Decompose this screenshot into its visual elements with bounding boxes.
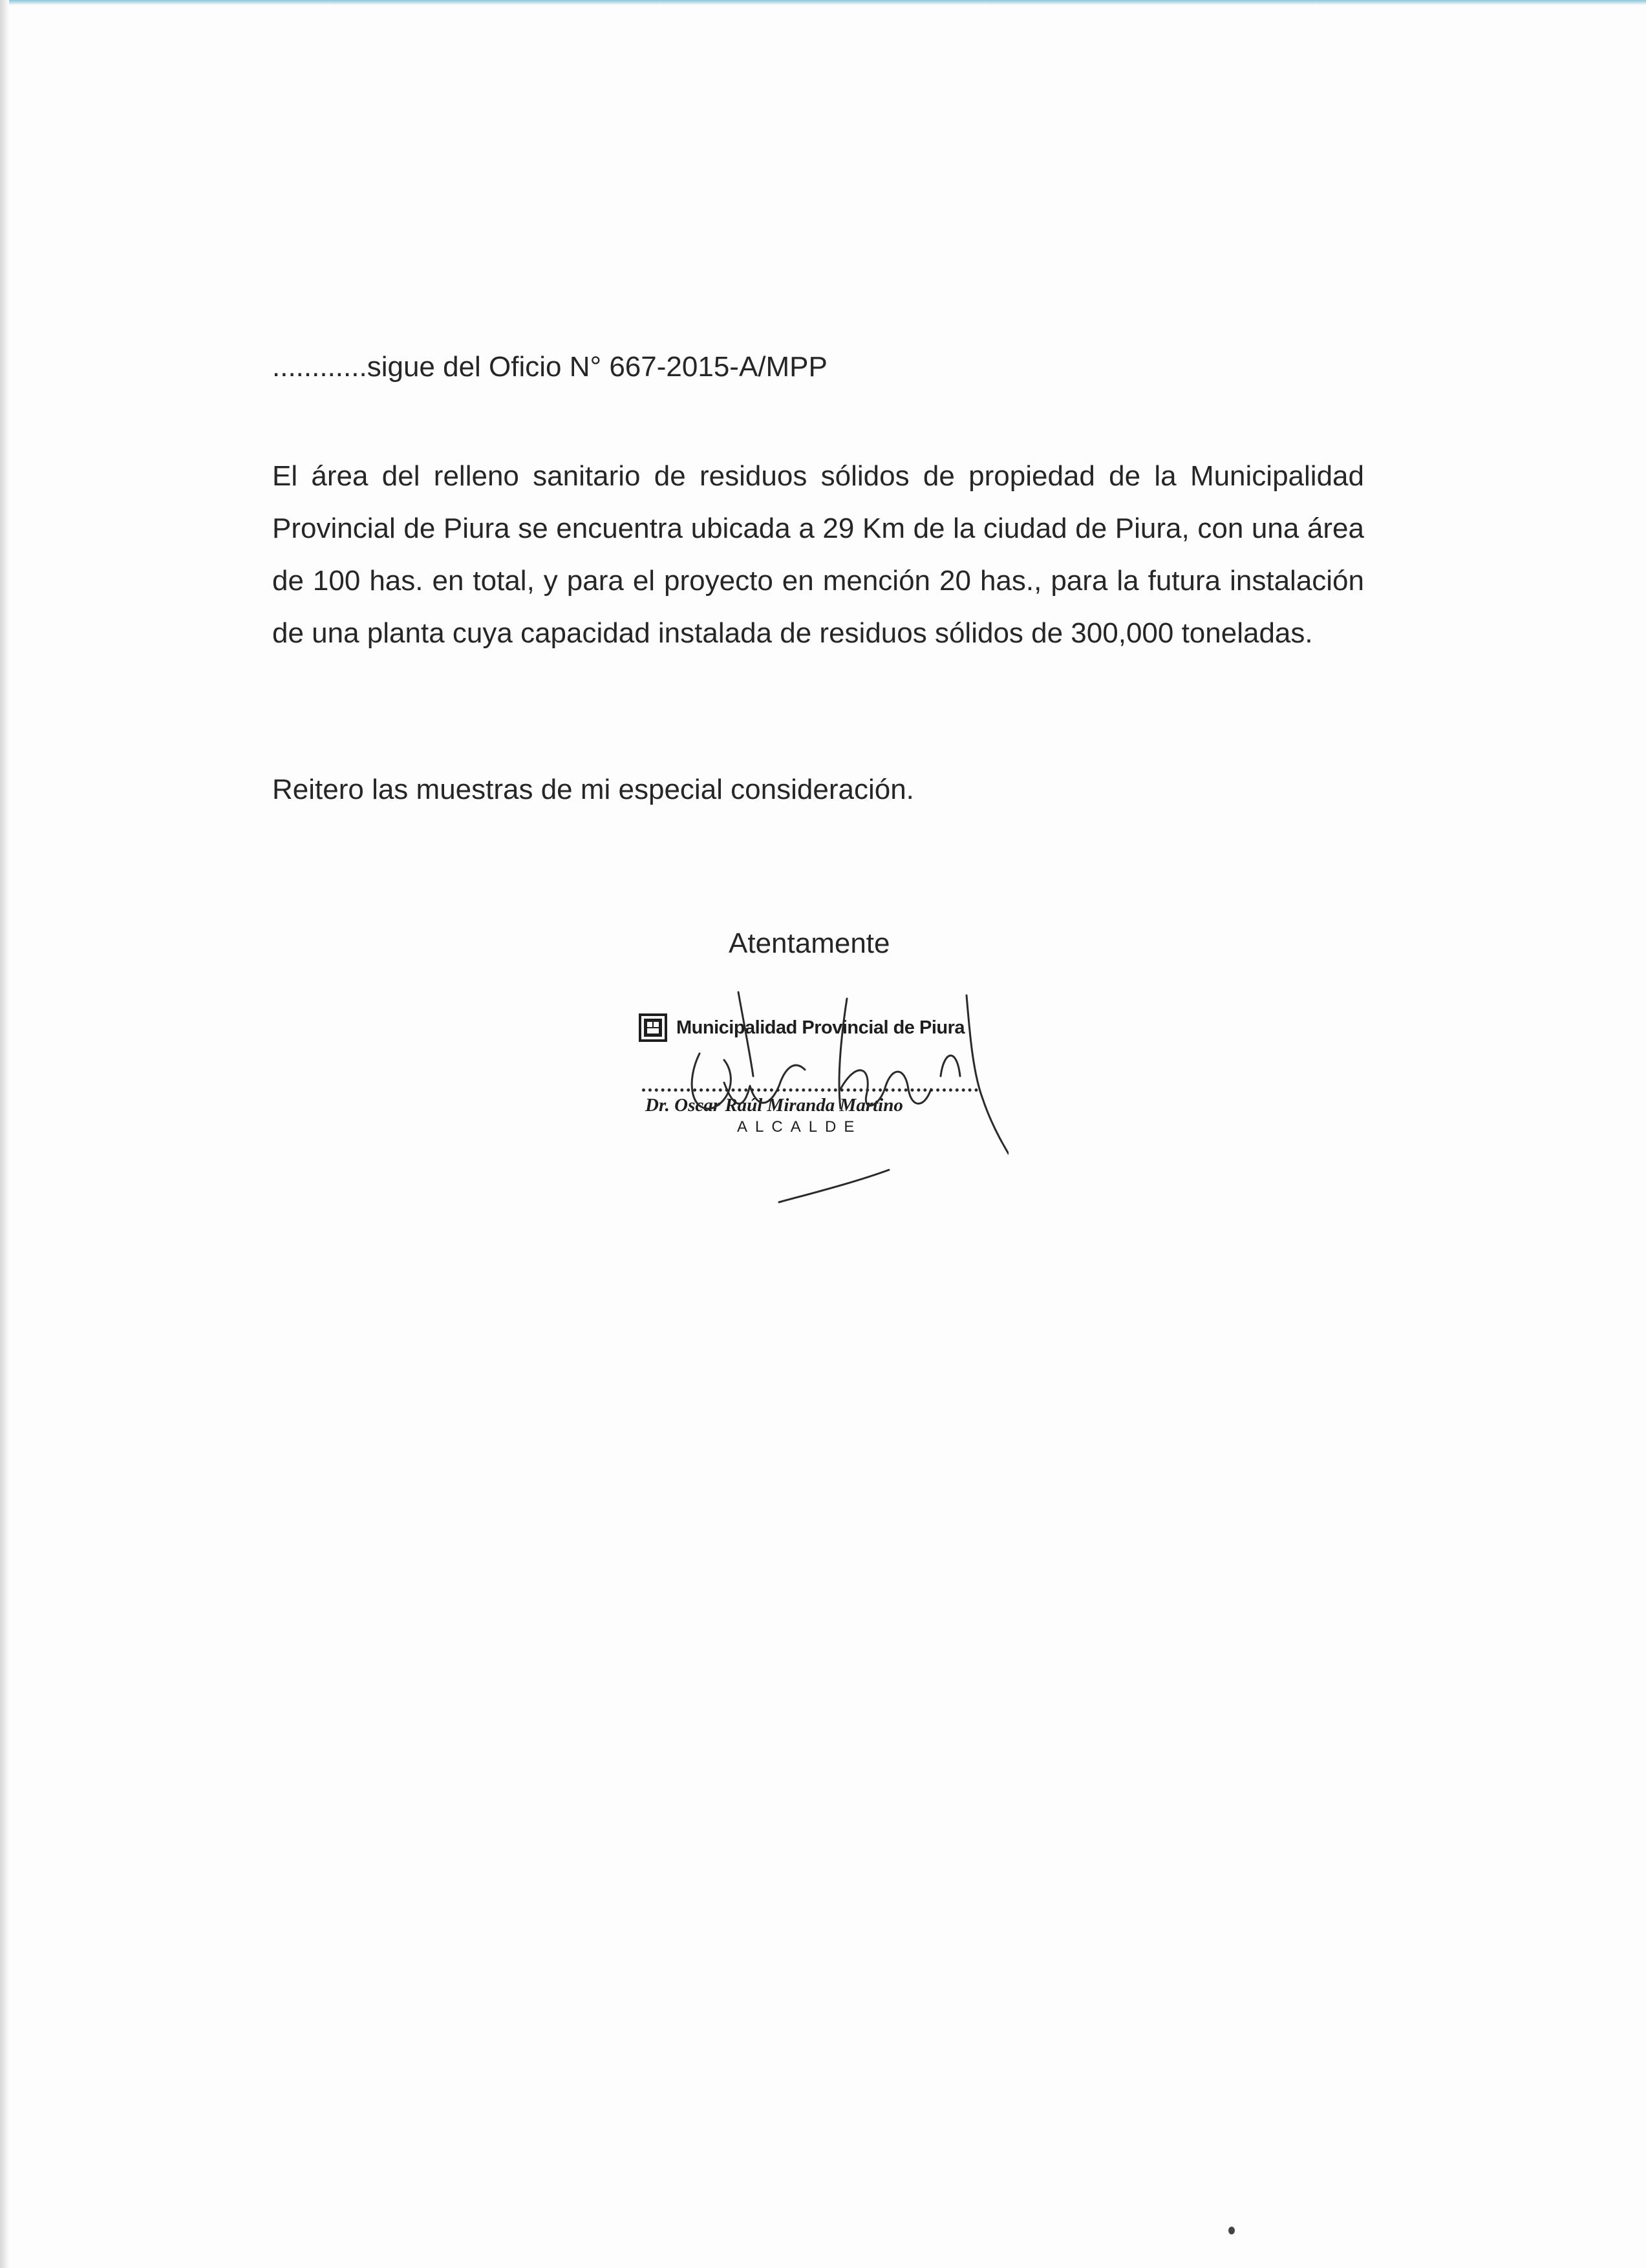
stamp-signatory: Dr. Oscar Raúl Miranda Martino — [645, 1095, 903, 1116]
continuation-line: ............sigue del Oficio N° 667-2015-A/MPP — [272, 351, 828, 383]
closing-salutation: Atentamente — [729, 927, 890, 959]
stamp-institution: Municipalidad Provincial de Piura — [676, 1017, 965, 1038]
stamp-title: ALCALDE — [737, 1118, 862, 1136]
signature-flourish — [776, 1167, 892, 1205]
body-paragraph-1: El área del relleno sanitario de residuos sólidos de propiedad de la Municipalidad Provincial de Piura se encuentra ubicada a 29 Km de la ciudad de Piura, con una área de 100 has. en total, y para el proyecto en mención 20 has., para la futura instalación de una planta cuya capacidad instalada de residuos sólidos de 300,000 toneladas. — [272, 460, 1364, 649]
body-paragraph-2: Reitero las muestras de mi especial consideración. — [272, 774, 914, 805]
scan-speck — [1228, 2227, 1235, 2234]
